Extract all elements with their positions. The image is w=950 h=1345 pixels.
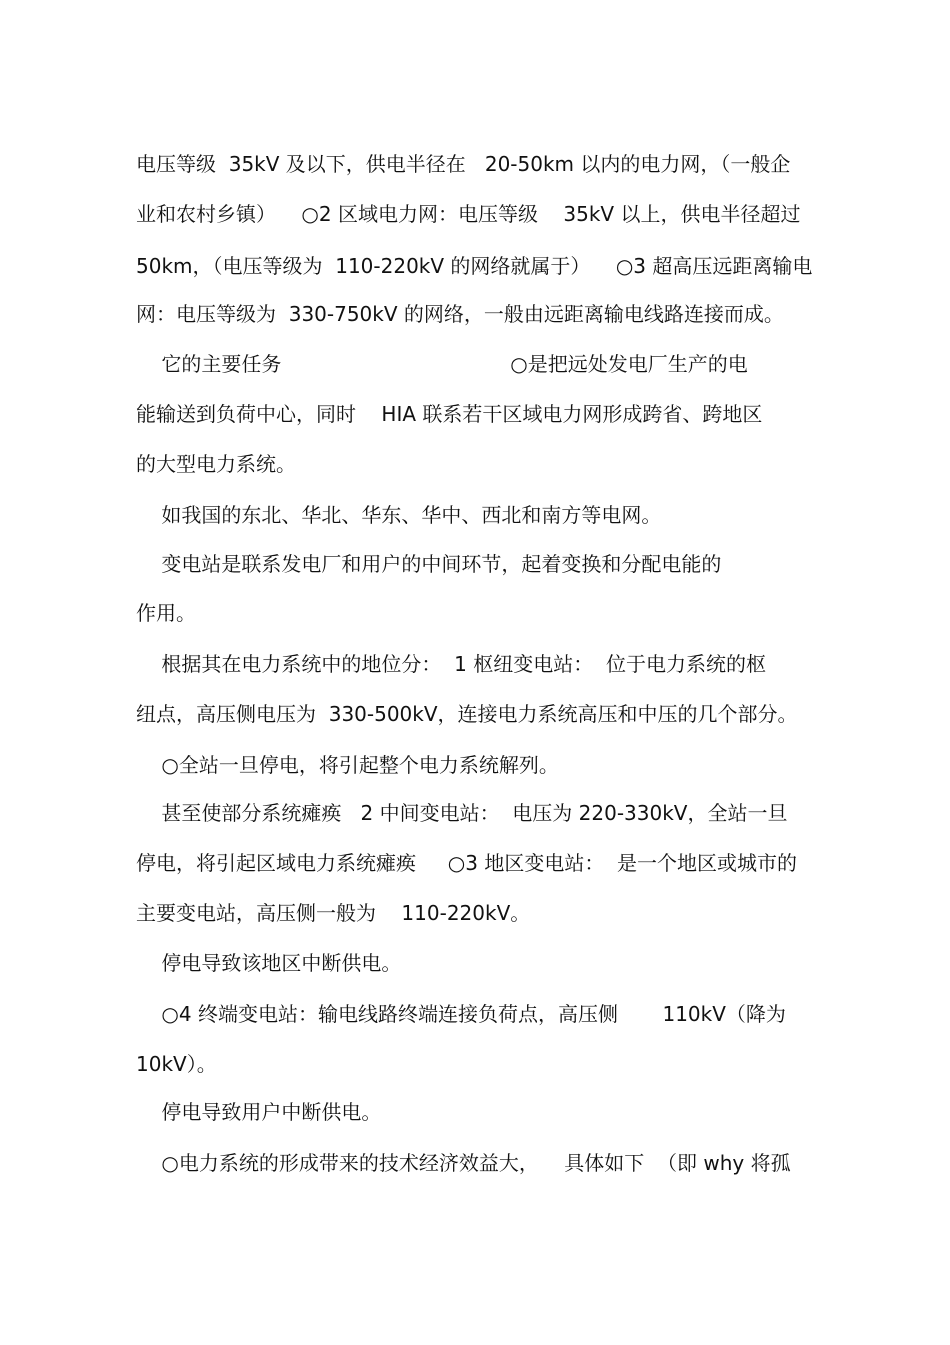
text-line: 网：电压等级为 330-750kV 的网络，一般由远距离输电线路连接而成。	[136, 302, 784, 326]
text-line: 主要变电站，高压侧一般为 110-220kV。	[136, 901, 531, 925]
text-line: 能输送到负荷中心，同时 HIA 联系若干区域电力网形成跨省、跨地区	[136, 402, 763, 426]
text-line: 作用。	[136, 601, 196, 625]
text-line: 停电，将引起区域电力系统瘫痪 ○3 地区变电站： 是一个地区或城市的	[136, 851, 798, 875]
text-line: 电压等级 35kV 及以下，供电半径在 20-50km 以内的电力网，（一般企	[136, 152, 791, 176]
text-line: 停电导致用户中断供电。	[136, 1100, 382, 1124]
text-line: 的大型电力系统。	[136, 452, 296, 476]
text-line: 50km，（电压等级为 110-220kV 的网络就属于） ○3 超高压远距离输电	[136, 254, 813, 278]
text-line: ○电力系统的形成带来的技术经济效益大， 具体如下 （即 why 将孤	[136, 1151, 791, 1175]
text-line: 业和农村乡镇） ○2 区域电力网：电压等级 35kV 以上，供电半径超过	[136, 202, 801, 226]
text-line: 变电站是联系发电厂和用户的中间环节，起着变换和分配电能的	[136, 552, 722, 576]
text-line: 10kV）。	[136, 1052, 217, 1076]
text-line: 根据其在电力系统中的地位分： 1 枢纽变电站： 位于电力系统的枢	[136, 652, 766, 676]
text-line: 它的主要任务 ○是把远处发电厂生产的电	[136, 352, 748, 376]
text-line: 停电导致该地区中断供电。	[136, 951, 402, 975]
text-line: ○4 终端变电站：输电线路终端连接负荷点，高压侧 110kV（降为	[136, 1002, 786, 1026]
text-line: 甚至使部分系统瘫痪 2 中间变电站： 电压为 220-330kV，全站一旦	[136, 801, 788, 825]
text-line: ○全站一旦停电，将引起整个电力系统解列。	[136, 753, 559, 777]
text-line: 纽点，高压侧电压为 330-500kV，连接电力系统高压和中压的几个部分。	[136, 702, 798, 726]
text-line: 如我国的东北、华北、华东、华中、西北和南方等电网。	[136, 503, 662, 527]
